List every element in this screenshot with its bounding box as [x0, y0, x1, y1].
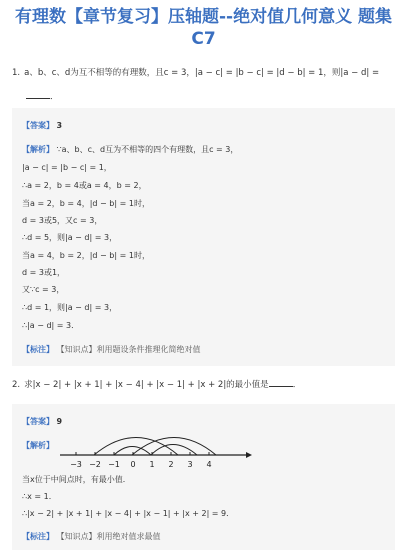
answer-blank: [26, 90, 50, 99]
analysis-line: 当a = 2，b = 4，|d − b| = 1时，: [22, 199, 150, 208]
answer-row: [22, 120, 62, 132]
note-row: [22, 531, 161, 543]
note-tag: 【标注】: [22, 345, 54, 354]
analysis-line: |a − c| = |b − c| = 1，: [22, 163, 112, 172]
axis-tick-label: 0: [130, 460, 136, 469]
axis-tick-label: 2: [168, 460, 174, 469]
axis-tick-label: −3: [70, 460, 82, 469]
answer-blank: [269, 378, 293, 387]
solution-card-1: [12, 108, 395, 366]
answer-tag: 【答案】: [22, 121, 54, 130]
question-number: 2.: [12, 380, 21, 390]
axis-tick-label: 3: [187, 460, 193, 469]
question-text: 求|x − 2| + |x + 1| + |x − 4| + |x − 1| + |x + 2|的最小值是: [24, 380, 269, 390]
answer-tag: 【答案】: [22, 417, 54, 426]
note-text: 【知识点】利用绝对值求最值: [56, 532, 161, 541]
axis-tick-label: −1: [108, 460, 120, 469]
analysis-line: d = 3或5，又c = 3，: [22, 216, 103, 225]
page-title: 有理数【章节复习】压轴题--绝对值几何意义 题集C7: [14, 7, 393, 49]
analysis-line: ∴|a − d| = 3．: [22, 321, 80, 330]
analysis-line: ∴|x − 2| + |x + 1| + |x − 4| + |x − 1| + |x + 2| = 9．: [22, 509, 235, 518]
question-number: 1.: [12, 68, 21, 78]
note-row: [22, 344, 201, 356]
analysis-tag: 【解析】: [22, 441, 54, 450]
analysis-row: [22, 144, 238, 156]
arcs: [94, 438, 216, 456]
analysis-line: ∴x = 1．: [22, 492, 57, 501]
analysis-line: ∵a、b、c、d互为不相等的四个有理数，且c = 3，: [56, 145, 239, 154]
analysis-line: 又∵c = 3，: [22, 285, 65, 294]
analysis-line: 当x位于中间点时，有最小值．: [22, 475, 131, 484]
question-end: ．: [292, 380, 302, 390]
analysis-line: d = 3或1，: [22, 268, 66, 277]
question-2: [12, 378, 395, 392]
number-line-diagram: [54, 428, 254, 472]
analysis-line: ∴d = 5，则|a − d| = 3，: [22, 233, 118, 242]
analysis-line: ∴d = 1，则|a − d| = 3，: [22, 303, 118, 312]
analysis-tag: 【解析】: [22, 145, 54, 154]
axis-tick-label: −2: [89, 460, 101, 469]
note-text: 【知识点】利用题设条件推理化简绝对值: [56, 345, 201, 354]
question-text: a、b、c、d为互不相等的有理数，且c = 3，|a − c| = |b − c| = |d − b| = 1，则|a − d| =: [24, 68, 380, 78]
axis-tick-label: 1: [149, 460, 155, 469]
question-1: [12, 66, 395, 104]
answer-value: 3: [56, 121, 63, 130]
analysis-line: ∴a = 2，b = 4或a = 4，b = 2，: [22, 181, 147, 190]
answer-value: 9: [56, 417, 63, 426]
analysis-row: [22, 440, 54, 452]
solution-card-2: [12, 404, 395, 550]
answer-row: [22, 416, 62, 428]
axis: [60, 452, 252, 458]
analysis-line: 当a = 4，b = 2，|d − b| = 1时，: [22, 251, 150, 260]
note-tag: 【标注】: [22, 532, 54, 541]
axis-tick-label: 4: [206, 460, 212, 469]
question-end: ．: [50, 92, 59, 102]
